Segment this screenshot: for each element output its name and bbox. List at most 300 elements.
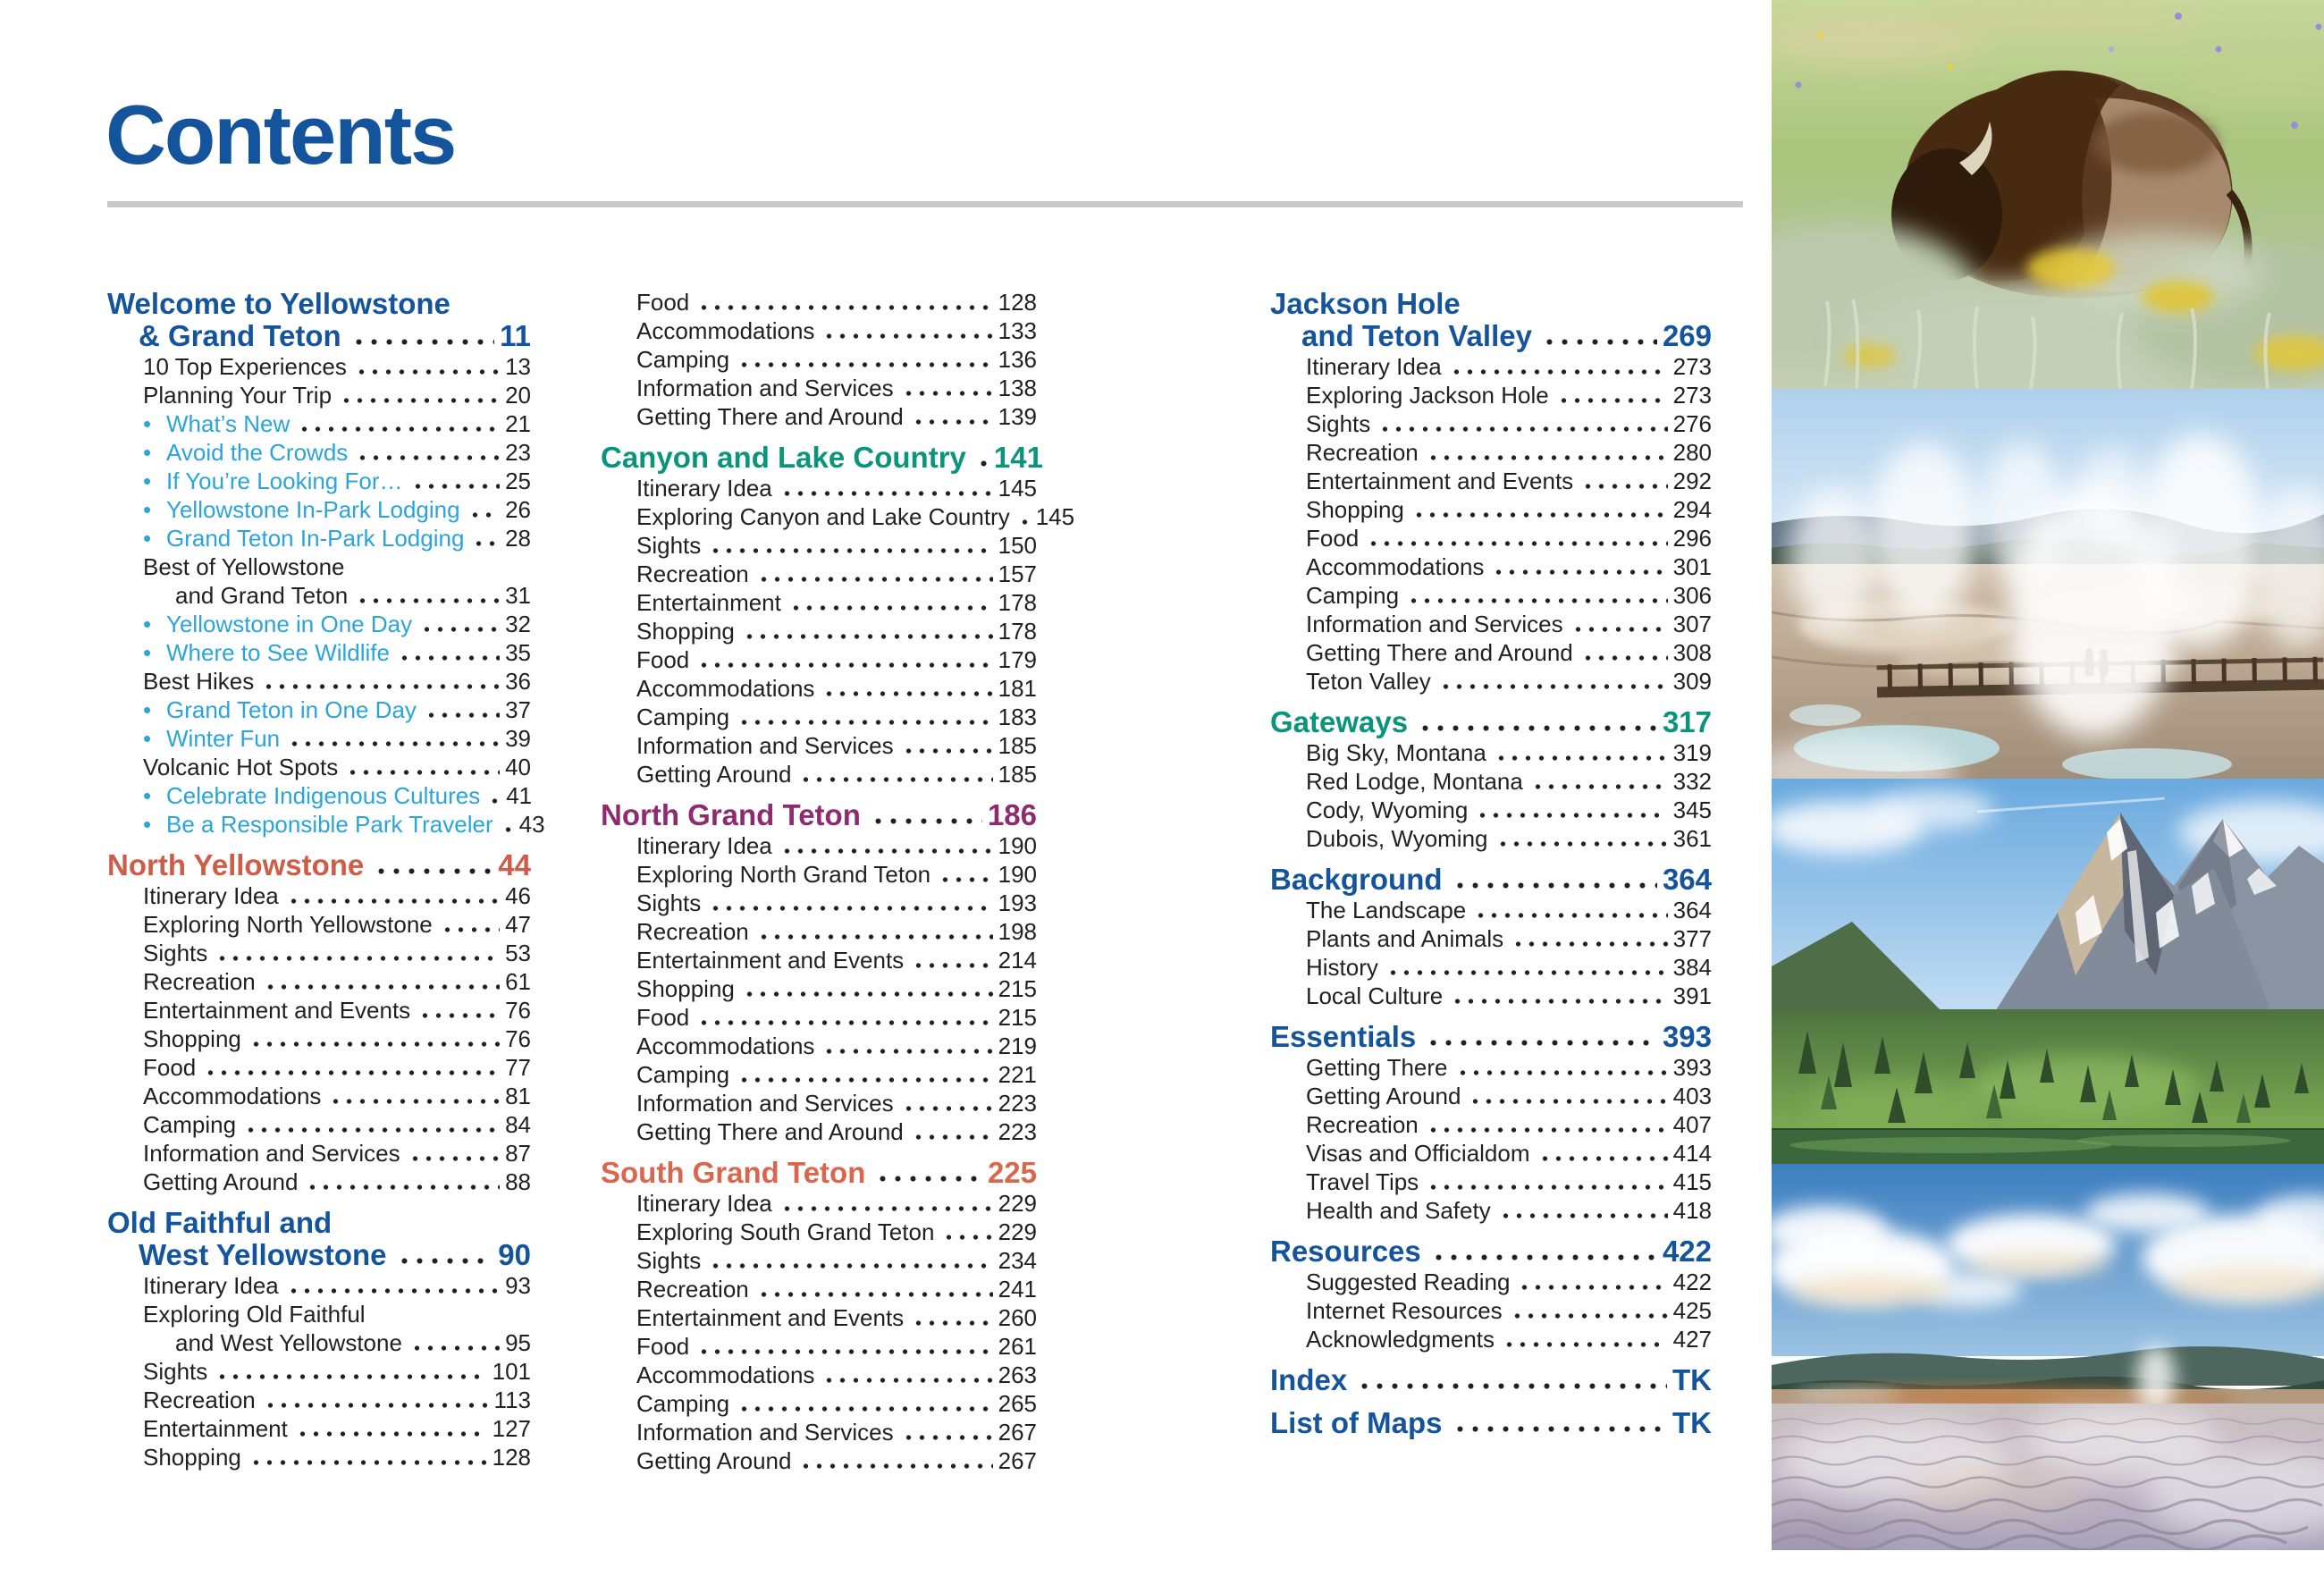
page-number: 35 (505, 639, 531, 666)
page-number: 181 (998, 675, 1037, 702)
page-number: 157 (998, 561, 1037, 587)
mountain-illustration (1772, 779, 2324, 1164)
entry-label: Getting There and Around (1306, 639, 1573, 666)
leader-dots (743, 628, 993, 645)
page-number: 185 (998, 732, 1037, 759)
toc-entry (1306, 1196, 1712, 1225)
page-number: 61 (505, 968, 531, 995)
leader-dots (1407, 592, 1668, 610)
toc-entry (1306, 409, 1712, 438)
entry-label: Accommodations (636, 1362, 815, 1388)
page-number: 422 (1662, 1235, 1712, 1268)
toc-entry (1306, 738, 1712, 767)
toc-entry (143, 638, 531, 667)
entry-label: Accommodations (1306, 553, 1485, 580)
page-number: 269 (1662, 319, 1712, 352)
leader-dots (912, 1314, 992, 1332)
entry-label: Grand Teton In-Park Lodging (166, 525, 465, 552)
page-number: 183 (998, 704, 1037, 730)
entry-label: Exploring North Yellowstone (143, 911, 433, 938)
leader-dots (822, 685, 992, 703)
page-number: 190 (998, 861, 1037, 888)
toc-entry (636, 645, 1037, 674)
entry-label: Itinerary Idea (143, 882, 279, 909)
entry-label: Sights (1306, 410, 1371, 437)
toc-column-1 (107, 287, 545, 1471)
toc-entry (1306, 638, 1712, 667)
toc-entry (636, 1089, 1037, 1117)
leader-dots (709, 899, 992, 917)
toc-entry (1306, 581, 1712, 610)
toc-entry (143, 1082, 531, 1110)
page-number: 364 (1672, 897, 1712, 923)
entry-label: Camping (1306, 582, 1400, 609)
leader-dots (737, 713, 993, 731)
toc-entry (1306, 381, 1712, 409)
leader-dots (408, 1150, 500, 1168)
entry-label: Getting Around (143, 1168, 299, 1195)
entry-label: Recreation (1306, 1111, 1419, 1138)
toc-column-2 (601, 288, 1075, 1475)
section-heading (107, 1239, 531, 1271)
page-number: 150 (998, 532, 1037, 559)
bullet-icon: • (143, 496, 152, 523)
entry-label: Entertainment and Events (1306, 468, 1574, 494)
toc-entry (636, 760, 1037, 788)
page-number: 219 (998, 1033, 1037, 1059)
section-title: South Grand Teton (601, 1156, 866, 1189)
entry-label: What’s New (166, 410, 290, 437)
toc-entry (1306, 953, 1712, 982)
entry-label: Food (636, 646, 690, 673)
section-heading (107, 1207, 531, 1239)
toc-entry (1306, 1296, 1712, 1325)
leader-dots (939, 871, 993, 889)
toc-entry (636, 474, 1037, 502)
leader-dots (822, 1042, 992, 1060)
entry-label: Big Sky, Montana (1306, 739, 1486, 766)
toc-entry (1306, 524, 1712, 552)
toc-entry (1306, 467, 1712, 495)
entry-label: Entertainment and Events (143, 997, 411, 1024)
toc-entry (143, 581, 531, 610)
leader-dots (1418, 719, 1657, 738)
leader-dots (355, 363, 500, 381)
entry-label: Food (143, 1054, 197, 1081)
toc-entry (1306, 796, 1712, 824)
page-number: 26 (505, 496, 531, 523)
section-heading (1270, 1235, 1712, 1268)
entry-label: Accommodations (636, 317, 815, 344)
page-number: 136 (998, 346, 1037, 373)
leader-dots (1431, 1248, 1657, 1268)
page-number: 306 (1672, 582, 1712, 609)
bullet-icon: • (143, 639, 152, 666)
leader-dots (1378, 420, 1667, 438)
leader-dots (1427, 1121, 1668, 1139)
leader-dots (1474, 906, 1667, 924)
leader-dots (912, 413, 993, 431)
leader-dots (287, 1282, 500, 1300)
page-number: 280 (1672, 439, 1712, 466)
toc-entry (143, 910, 531, 939)
toc-entry (143, 781, 531, 810)
page-number: 261 (998, 1333, 1037, 1360)
entry-label: Travel Tips (1306, 1168, 1419, 1195)
entry-label: Accommodations (636, 675, 815, 702)
section-heading (1270, 864, 1712, 896)
page-number: 319 (1672, 739, 1712, 766)
page-number: 139 (998, 403, 1037, 430)
page-number: TK (1672, 1406, 1712, 1439)
entry-label: Food (636, 1004, 690, 1031)
leader-dots (411, 477, 501, 495)
section-heading (601, 799, 1037, 831)
leader-dots (697, 299, 992, 316)
toc-entry (636, 560, 1037, 588)
entry-label: Suggested Reading (1306, 1269, 1511, 1295)
entry-label: Health and Safety (1306, 1197, 1491, 1224)
toc-entry (143, 1053, 531, 1082)
section-title: Index (1270, 1363, 1348, 1396)
leader-dots (1511, 1307, 1668, 1325)
page-number: 345 (1672, 797, 1712, 823)
section-entries (601, 831, 1037, 1146)
page-number: 138 (998, 375, 1037, 401)
leader-dots (942, 1228, 992, 1246)
toc-entry (143, 696, 531, 724)
page-number: 267 (998, 1419, 1037, 1446)
entry-label: Camping (636, 1061, 730, 1088)
toc-section (1270, 1021, 1712, 1225)
page-number: 133 (998, 317, 1037, 344)
entry-label: Recreation (143, 1387, 256, 1413)
section-entries (107, 881, 531, 1196)
toc-entry (636, 946, 1037, 974)
toc-section (601, 799, 1037, 1146)
entry-label: Yellowstone In-Park Lodging (166, 496, 460, 523)
leader-dots (488, 792, 501, 810)
leader-dots (912, 1128, 993, 1146)
entry-label: Winter Fun (166, 725, 281, 752)
leader-dots (215, 1368, 486, 1386)
toc-entry (1306, 610, 1712, 638)
entry-label: Teton Valley (1306, 668, 1431, 695)
entry-label: Sights (143, 940, 208, 966)
section-title: West Yellowstone (139, 1238, 387, 1271)
entry-label: Getting There (1306, 1054, 1448, 1081)
leader-dots (737, 356, 993, 374)
page-number: 422 (1672, 1269, 1712, 1295)
bullet-icon: • (143, 725, 152, 752)
entry-label: Exploring North Grand Teton (636, 861, 931, 888)
entry-label: Camping (636, 1390, 730, 1417)
entry-label: Camping (636, 346, 730, 373)
toc-entry (636, 1117, 1037, 1146)
leader-dots (902, 384, 993, 402)
leader-dots (398, 649, 500, 667)
leader-dots (1450, 363, 1668, 381)
entry-label: Recreation (636, 918, 749, 945)
section-heading (601, 441, 1043, 474)
entry-label: Exploring Canyon and Lake Country (636, 503, 1010, 530)
entry-label: Entertainment and Events (636, 1304, 905, 1331)
leader-dots (306, 1178, 500, 1196)
leader-dots (902, 1100, 993, 1117)
toc-section (601, 288, 1037, 431)
entry-label: Volcanic Hot Spots (143, 754, 339, 780)
entry-label: Local Culture (1306, 982, 1444, 1009)
page-number: 32 (505, 611, 531, 637)
section-title: Welcome to Yellowstone (107, 287, 450, 320)
entry-label: Food (636, 1333, 690, 1360)
leader-dots (420, 620, 500, 638)
toc-entry (636, 1060, 1037, 1089)
toc-entry (143, 1300, 531, 1328)
page-number: 425 (1672, 1297, 1712, 1324)
page-number: 39 (505, 725, 531, 752)
entry-label: Food (636, 289, 690, 316)
leader-dots (912, 957, 992, 974)
toc-entry (143, 1328, 531, 1357)
leader-dots (789, 599, 993, 617)
entry-label: Entertainment (636, 589, 781, 616)
leader-dots (501, 821, 514, 839)
page-number: 234 (998, 1247, 1037, 1274)
page-number: 77 (505, 1054, 531, 1081)
leader-dots (875, 1169, 982, 1189)
page-number: 229 (998, 1218, 1037, 1245)
toc-entry (636, 617, 1037, 645)
leader-dots (1496, 835, 1668, 853)
entry-label: Exploring Jackson Hole (1306, 382, 1549, 409)
leader-dots (1538, 1150, 1668, 1168)
toc-entry (143, 552, 531, 581)
section-entries (1270, 352, 1712, 696)
leader-dots (410, 1339, 500, 1357)
toc-entry (636, 1189, 1037, 1218)
page-number: 292 (1672, 468, 1712, 494)
leader-dots (1427, 449, 1668, 467)
leader-dots (1452, 1420, 1667, 1439)
entry-label: Sights (636, 889, 702, 916)
page-number: 309 (1672, 668, 1712, 695)
page-number: 308 (1672, 639, 1712, 666)
section-heading (601, 1157, 1037, 1189)
leader-dots (249, 1454, 487, 1471)
toc-entry (143, 381, 531, 409)
leader-dots (288, 735, 500, 753)
page-number: 215 (998, 1004, 1037, 1031)
section-title: Background (1270, 863, 1443, 896)
toc-entry (143, 996, 531, 1024)
entry-label: Shopping (636, 975, 735, 1002)
leader-dots (418, 1007, 500, 1024)
section-heading (107, 320, 531, 352)
toc-section (1270, 864, 1712, 1010)
toc-entry (143, 881, 531, 910)
page-number: 88 (505, 1168, 531, 1195)
entry-label: Accommodations (636, 1033, 815, 1059)
entry-label: and West Yellowstone (175, 1329, 402, 1356)
toc-entry (143, 1110, 531, 1139)
section-title: and Teton Valley (1301, 319, 1532, 352)
toc-entry (636, 502, 1075, 531)
section-title: Gateways (1270, 705, 1409, 738)
entry-label: Shopping (143, 1444, 241, 1471)
entry-label: Recreation (636, 561, 749, 587)
page-number: 141 (993, 441, 1043, 474)
toc-entry (1306, 982, 1712, 1010)
page-number: 41 (506, 782, 533, 809)
entry-label: 10 Top Experiences (143, 353, 347, 380)
section-title: Essentials (1270, 1020, 1417, 1053)
leader-dots (780, 485, 993, 502)
toc-entry (636, 703, 1037, 731)
page-number: 263 (998, 1362, 1037, 1388)
page-number: 40 (505, 754, 531, 780)
toc-entry (1306, 667, 1712, 696)
section-heading (1270, 706, 1712, 738)
page-number: 215 (998, 975, 1037, 1002)
toc-entry (1306, 767, 1712, 796)
page-number: 127 (492, 1415, 531, 1442)
toc-entry (143, 667, 531, 696)
geyser-basin-illustration (1772, 389, 2324, 779)
leader-dots (1492, 563, 1667, 581)
entry-label: Food (1306, 525, 1360, 552)
leader-dots (264, 978, 500, 996)
entry-label: Getting Around (636, 761, 792, 788)
page-number: 273 (1672, 353, 1712, 380)
page-number: 76 (505, 997, 531, 1024)
toc-section (1270, 288, 1712, 696)
entry-label: Information and Services (1306, 611, 1563, 637)
section-heading (1270, 288, 1712, 320)
leader-dots (356, 449, 500, 467)
toc-entry (636, 1446, 1037, 1475)
leader-dots (262, 678, 500, 696)
leader-dots (296, 1425, 487, 1443)
entry-label: Shopping (1306, 496, 1404, 523)
toc-entry (636, 588, 1037, 617)
leader-dots (298, 420, 500, 438)
leader-dots (264, 1396, 489, 1414)
leader-dots (1557, 392, 1668, 409)
leader-dots (1427, 1178, 1667, 1196)
page-number: 43 (518, 811, 545, 838)
toc-entry (636, 402, 1037, 431)
entry-label: Grand Teton in One Day (166, 696, 417, 723)
section-entries (1270, 738, 1712, 853)
leader-dots (329, 1092, 500, 1110)
section-title: Resources (1270, 1235, 1421, 1268)
leader-dots (697, 1343, 992, 1361)
toc-entry (1306, 552, 1712, 581)
toc-entry (143, 1271, 531, 1300)
leader-dots (356, 592, 500, 610)
leader-dots (425, 706, 500, 724)
entry-label: Cody, Wyoming (1306, 797, 1469, 823)
leader-dots (709, 542, 992, 560)
leader-dots (1439, 678, 1668, 696)
toc-entry (636, 316, 1037, 345)
leader-dots (1518, 1278, 1667, 1296)
toc-entry (143, 467, 531, 495)
toc-section (1270, 1235, 1712, 1353)
hot-spring-illustration (1772, 1164, 2324, 1550)
leader-dots (1503, 1336, 1668, 1353)
page-number: 178 (998, 589, 1037, 616)
page-number: 128 (998, 289, 1037, 316)
leader-dots (799, 771, 992, 788)
toc-entry (143, 1168, 531, 1196)
page-number: 84 (505, 1111, 531, 1138)
page-number: 377 (1672, 925, 1712, 952)
leader-dots (204, 1064, 500, 1082)
leader-dots (1495, 749, 1668, 767)
page-number: 25 (505, 468, 531, 494)
toc-entry (143, 1414, 531, 1443)
page-number: 21 (505, 410, 531, 437)
toc-entry (1306, 1325, 1712, 1353)
bullet-icon: • (143, 410, 152, 437)
toc-entry (143, 724, 531, 753)
toc-entry (636, 731, 1037, 760)
toc-entry (636, 1246, 1037, 1275)
page-number: 101 (492, 1358, 531, 1385)
toc-entry (143, 438, 531, 467)
entry-label: Getting There and Around (636, 1118, 904, 1145)
leader-dots (1357, 1377, 1667, 1396)
toc-entry (1306, 352, 1712, 381)
leader-dots (871, 812, 982, 831)
leader-dots (215, 949, 500, 967)
leader-dots (1386, 964, 1668, 982)
section-entries (107, 352, 545, 839)
toc-entry (1306, 1110, 1712, 1139)
page-number: 87 (505, 1140, 531, 1167)
toc-entry (143, 1386, 531, 1414)
toc-section (1270, 1407, 1712, 1439)
entry-label: Planning Your Trip (143, 382, 333, 409)
leader-dots (468, 506, 500, 524)
toc-entry (636, 1218, 1037, 1246)
leader-dots (697, 656, 992, 674)
toc-entry (636, 531, 1037, 560)
toc-section (107, 849, 531, 1196)
page-number: 53 (505, 940, 531, 966)
leader-dots (697, 1014, 992, 1032)
page-number: 36 (505, 668, 531, 695)
leader-dots (1451, 992, 1667, 1010)
section-heading (1270, 1407, 1712, 1439)
entry-label: Best of Yellowstone (143, 553, 345, 580)
page-number: 23 (505, 439, 531, 466)
page-number: 364 (1662, 863, 1712, 896)
leader-dots (1581, 477, 1667, 495)
toc-entry (143, 409, 531, 438)
toc-entry (636, 1418, 1037, 1446)
entry-label: Itinerary Idea (636, 1190, 772, 1217)
toc-section (1270, 706, 1712, 853)
page-number: 384 (1672, 954, 1712, 981)
entry-label: Getting There and Around (636, 403, 904, 430)
entry-label: History (1306, 954, 1378, 981)
entry-label: Recreation (636, 1276, 749, 1303)
entry-label: Accommodations (143, 1083, 322, 1109)
page-number: 31 (505, 582, 531, 609)
